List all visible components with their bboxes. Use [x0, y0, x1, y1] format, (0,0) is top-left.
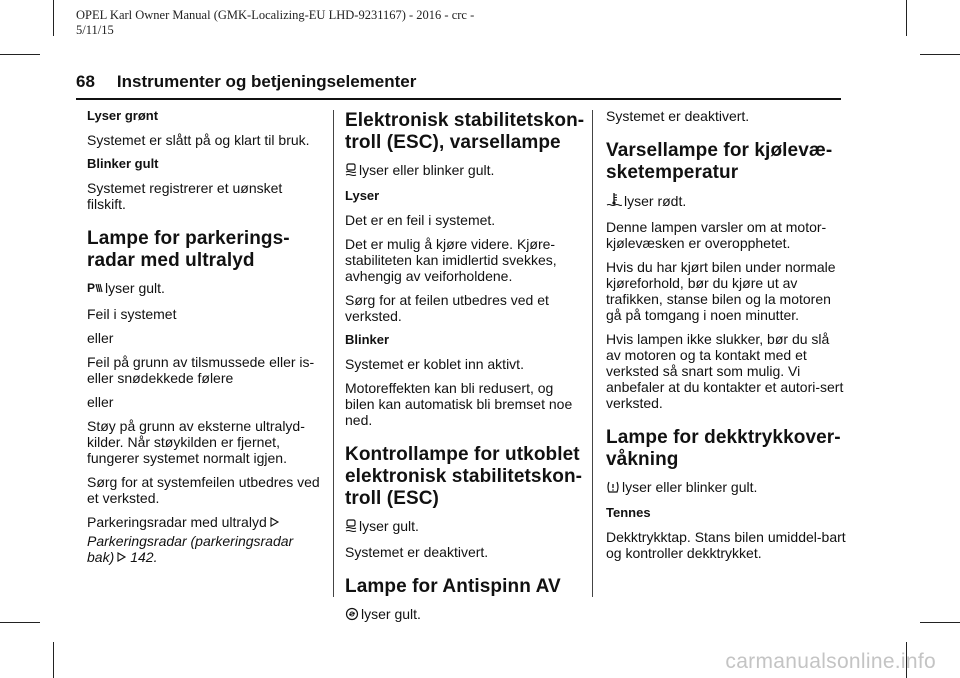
reference-italic-text: Parkeringsradar (parkeringsradar bak): [87, 533, 294, 565]
reference-page: 142.: [130, 549, 158, 565]
icon-line-text: lyser rødt.: [624, 193, 687, 209]
paragraph: eller: [87, 330, 114, 346]
paragraph: Systemet registrerer et uønsket filskift.: [87, 180, 283, 212]
crop-mark: [53, 642, 54, 678]
paragraph: Sørg for at systemfeilen utbedres ved et verksted.: [87, 474, 320, 506]
icon-line-text: lyser gult.: [105, 280, 165, 296]
icon-line: [606, 479, 846, 497]
document-meta: [76, 8, 516, 38]
paragraph: Denne lampen varsler om at motor-kjølevæsken er overopphetet.: [606, 219, 827, 251]
header-rule: [76, 98, 841, 100]
icon-line: [606, 192, 846, 211]
subheading-lit: Lyser: [345, 188, 380, 203]
cross-reference: [87, 514, 322, 531]
column-1: [87, 108, 322, 574]
icon-line-text: lyser eller blinker gult.: [359, 162, 495, 178]
icon-line: [345, 606, 585, 624]
crop-mark: [920, 54, 960, 55]
paragraph: Systemet er deaktivert.: [345, 544, 489, 560]
heading-tire-pressure: Lampe for dekktrykkover-våkning: [606, 427, 841, 470]
paragraph: Feil på grunn av tilsmussede eller is- eller snødekkede følere: [87, 354, 315, 386]
paragraph: Hvis lampen ikke slukker, bør du slå av motoren og ta kontakt med et verksted så snart som mulig. Vi anbefaler at du kontakter et autori-sert verksted.: [606, 331, 844, 411]
reference-arrow-icon: [117, 550, 127, 566]
paragraph: Motoreffekten kan bli redusert, og bilen kan automatisk bli bremset noe ned.: [345, 380, 573, 428]
heading-parking-radar: Lampe for parkerings-radar med ultralyd: [87, 228, 290, 271]
paragraph: Systemet er koblet inn aktivt.: [345, 356, 524, 372]
watermark: carmanualsonline.info: [725, 650, 936, 673]
page-header: [76, 72, 842, 92]
heading-esc-warning: Elektronisk stabilitetskon-troll (ESC), varsellampe: [345, 110, 585, 153]
reference-text: Parkeringsradar med ultralyd: [87, 514, 267, 530]
paragraph: Feil i systemet: [87, 306, 177, 322]
paragraph: Systemet er slått på og klart til bruk.: [87, 132, 310, 148]
crop-mark: [0, 54, 40, 55]
paragraph: eller: [87, 394, 114, 410]
icon-line-text: lyser gult.: [361, 606, 421, 622]
subheading-lit: Tennes: [606, 505, 651, 520]
paragraph: Støy på grunn av eksterne ultralyd-kilder. Når støykilden er fjernet, fungerer systemet normalt igjen.: [87, 418, 305, 466]
heading-coolant: Varsellampe for kjølevæ-sketemperatur: [606, 140, 833, 183]
reference-arrow-icon: [270, 515, 280, 531]
crop-mark: [53, 0, 54, 36]
cross-reference-italic[interactable]: [87, 533, 322, 566]
page-number: 68: [76, 72, 95, 91]
parking-radar-icon: [87, 281, 103, 298]
chapter-title: Instrumenter og betjeningselementer: [116, 72, 417, 91]
crop-mark: [0, 622, 40, 623]
paragraph: Det er mulig å kjøre videre. Kjøre-stabiliteten kan imidlertid svekkes, avhengig av veiforholdene.: [345, 236, 557, 284]
icon-line: [87, 280, 322, 298]
svg-text:P: P: [87, 281, 96, 295]
paragraph: Det er en feil i systemet.: [345, 212, 496, 228]
esc-off-icon: [345, 519, 357, 536]
meta-line-1: OPEL Karl Owner Manual (GMK-Localizing-EU LHD-9231167) - 2016 - crc -: [76, 8, 475, 22]
coolant-temperature-icon: [606, 192, 622, 211]
icon-line-text: lyser gult.: [359, 518, 419, 534]
icon-line: [345, 162, 585, 180]
paragraph: Systemet er deaktivert.: [606, 108, 750, 124]
tire-pressure-icon: [606, 480, 620, 497]
paragraph: Sørg for at feilen utbedres ved et verksted.: [345, 292, 549, 324]
column-divider: [592, 110, 593, 597]
paragraph: Dekktrykktap. Stans bilen umiddel-bart og kontroller dekktrykket.: [606, 529, 846, 561]
paragraph: Hvis du har kjørt bilen under normale kjøreforhold, bør du kjøre ut av trafikken, stanse bilen og la motoren gå på tomgang i noen minutter.: [606, 259, 836, 323]
crop-mark: [906, 0, 907, 36]
antispin-off-icon: [345, 607, 359, 624]
icon-line-text: lyser eller blinker gult.: [622, 479, 758, 495]
heading-antispin: Lampe for Antispinn AV: [345, 576, 561, 597]
column-2: [345, 108, 585, 632]
heading-esc-off: Kontrollampe for utkoblet elektronisk stabilitetskon-troll (ESC): [345, 444, 583, 509]
column-3: [606, 108, 846, 569]
subheading-blink: Blinker: [345, 332, 390, 347]
meta-line-2: 5/11/15: [76, 23, 114, 37]
subheading-yellow: Blinker gult: [87, 156, 159, 171]
esc-icon: [345, 163, 357, 180]
column-divider: [333, 110, 334, 597]
icon-line: [345, 518, 585, 536]
subheading-green: Lyser grønt: [87, 108, 159, 123]
crop-mark: [920, 622, 960, 623]
